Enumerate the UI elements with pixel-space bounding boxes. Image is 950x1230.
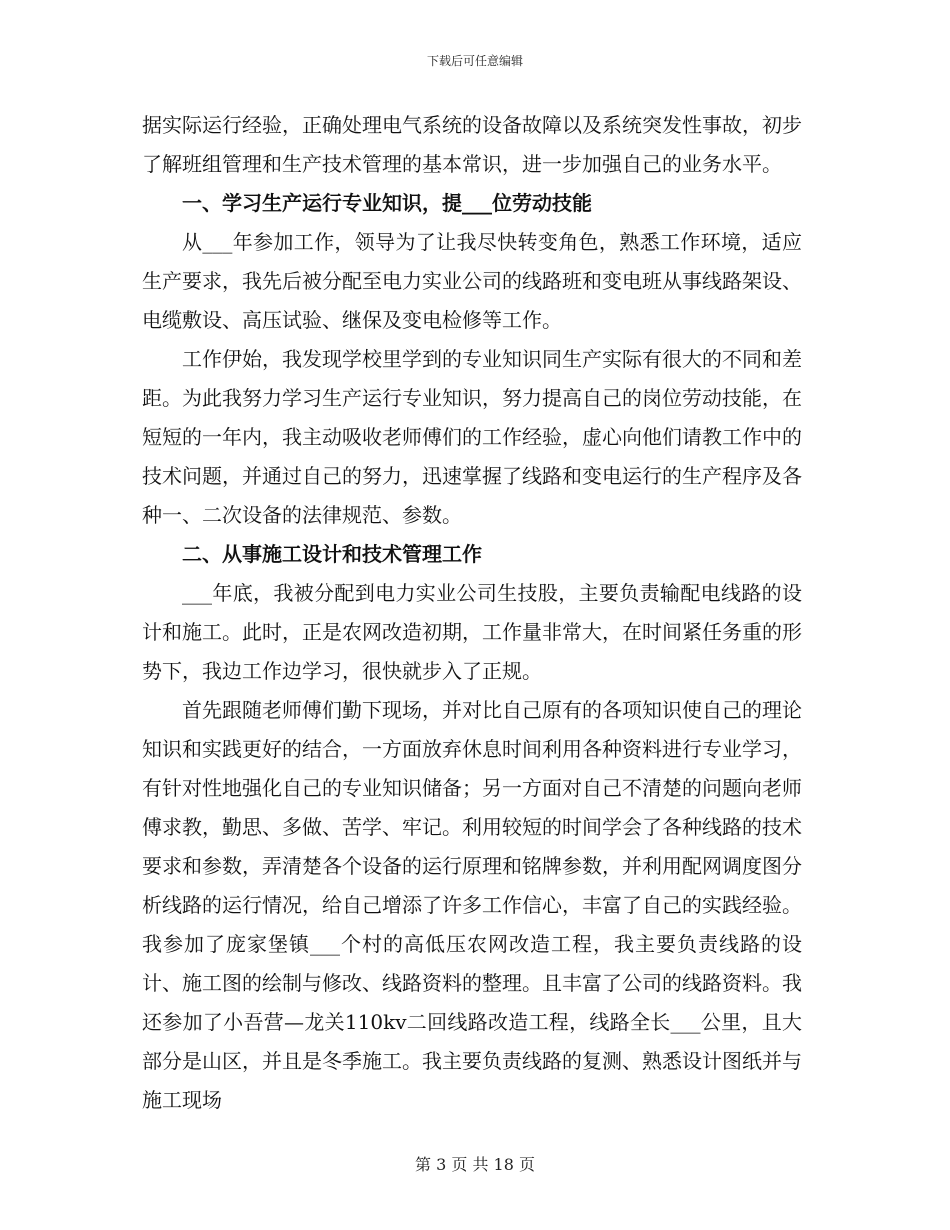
- page-header-note: 下载后可任意编辑: [426, 54, 523, 68]
- document-body: [142, 106, 802, 1120]
- section-heading-1: 一、学习生产运行专业知识，提___位劳动技能: [182, 191, 592, 215]
- paragraph: ___年底，我被分配到电力实业公司生技股，主要负责输配电线路的设计和施工。此时，正是农网改造初期，工作量非常大，在时间紧任务重的形势下，我边工作边学习，很快就步入了正规。: [142, 581, 802, 683]
- paragraph: 工作伊始，我发现学校里学到的专业知识同生产实际有很大的不同和差距。为此我努力学习生产运行专业知识，努力提高自己的岗位劳动技能，在短短的一年内，我主动吸收老师傅们的工作经验，虚心向他们请教工作中的技术问题，并通过自己的努力，迅速掌握了线路和变电运行的生产程序及各种一、二次设备的法律规范、参数。: [142, 347, 802, 527]
- page-number-footer: 第 3 页 共 18 页: [415, 1155, 535, 1174]
- paragraph: 首先跟随老师傅们勤下现场，并对比自己原有的各项知识使自己的理论知识和实践更好的结合，一方面放弃休息时间利用各种资料进行专业学习，有针对性地强化自己的专业知识储备；另一方面对自己不清楚的问题向老师傅求教，勤思、多做、苦学、牢记。利用较短的时间学会了各种线路的技术要求和参数，弄清楚各个设备的运行原理和铭牌参数，并利用配网调度图分析线路的运行情况，给自己增添了许多工作信心，丰富了自己的实践经验。我参加了庞家堡镇___个村的高低压农网改造工程，我主要负责线路的设计、施工图的绘制与修改、线路资料的整理。且丰富了公司的线路资料。我还参加了小吾营—龙关110kv二回线路改造工程，线路全长___公里，且大部分是山区，并且是冬季施工。我主要负责线路的复测、熟悉设计图纸并与施工现场: [142, 698, 802, 1112]
- paragraph-continued: 据实际运行经验，正确处理电气系统的设备故障以及系统突发性事故，初步了解班组管理和生产技术管理的基本常识，进一步加强自己的业务水平。: [142, 113, 802, 176]
- paragraph: 从___年参加工作，领导为了让我尽快转变角色，熟悉工作环境，适应生产要求，我先后被分配至电力实业公司的线路班和变电班从事线路架设、电缆敷设、高压试验、继保及变电检修等工作。: [142, 230, 802, 332]
- section-heading-2: 二、从事施工设计和技术管理工作: [182, 542, 482, 566]
